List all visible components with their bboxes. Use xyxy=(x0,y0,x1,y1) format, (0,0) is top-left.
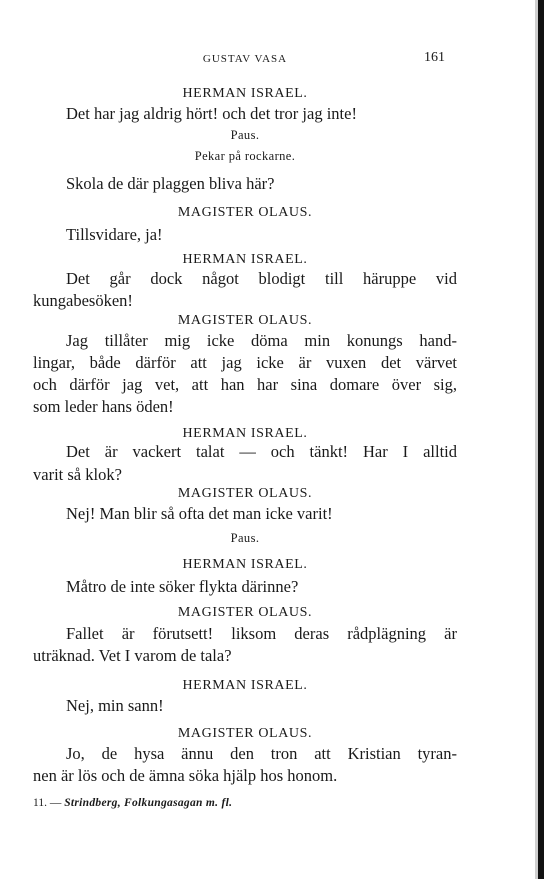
page-number: 161 xyxy=(424,50,445,65)
stage-direction: Paus. xyxy=(230,128,260,142)
speaker-name: MAGISTER OLAUS. xyxy=(177,205,313,220)
dialogue-line: Fallet är förutsett! liksom deras rådplägning är xyxy=(66,624,457,643)
signature-mark: 11. — xyxy=(33,797,62,809)
running-title: GUSTAV VASA xyxy=(202,53,288,65)
speaker-name: HERMAN ISRAEL. xyxy=(182,252,308,267)
dialogue-line: Nej, min sann! xyxy=(66,696,164,715)
dialogue-line: uträknad. Vet I varom de tala? xyxy=(33,646,232,665)
page-edge xyxy=(538,0,544,879)
speaker-name: MAGISTER OLAUS. xyxy=(177,605,313,620)
dialogue-line: Jag tillåter mig icke döma min konungs hand- xyxy=(66,331,457,350)
stage-direction: Paus. xyxy=(230,531,260,545)
dialogue-line: lingar, både därför att jag icke är vuxen det värvet xyxy=(33,353,457,372)
dialogue-line: Måtro de inte söker flykta därinne? xyxy=(66,577,299,596)
speaker-name: MAGISTER OLAUS. xyxy=(177,313,313,328)
footer xyxy=(33,797,232,809)
speaker-name: HERMAN ISRAEL. xyxy=(182,678,308,693)
dialogue-line: Det är vackert talat — och tänkt! Har I alltid xyxy=(66,442,457,461)
dialogue-line: varit så klok? xyxy=(33,465,122,484)
dialogue-line: Det har jag aldrig hört! och det tror jag inte! xyxy=(66,104,357,123)
dialogue-line: Skola de där plaggen bliva här? xyxy=(66,174,275,193)
source-citation: Strindberg, Folkungasagan m. fl. xyxy=(64,797,233,809)
dialogue-line: Jo, de hysa ännu den tron att Kristian tyran- xyxy=(66,744,457,763)
dialogue-line: som leder hans öden! xyxy=(33,397,174,416)
dialogue-line: Det går dock något blodigt till häruppe vid xyxy=(66,269,457,288)
speaker-name: HERMAN ISRAEL. xyxy=(182,86,308,101)
dialogue-line: och därför jag vet, att han har sina domare över sig, xyxy=(33,375,457,394)
speaker-name: MAGISTER OLAUS. xyxy=(177,726,313,741)
speaker-name: HERMAN ISRAEL. xyxy=(182,426,308,441)
dialogue-line: kungabesöken! xyxy=(33,291,133,310)
dialogue-line: Nej! Man blir så ofta det man icke varit! xyxy=(66,504,333,523)
speaker-name: HERMAN ISRAEL. xyxy=(182,557,308,572)
speaker-name: MAGISTER OLAUS. xyxy=(177,486,313,501)
stage-direction: Pekar på rockarne. xyxy=(194,149,296,163)
dialogue-line: Tillsvidare, ja! xyxy=(66,225,163,244)
dialogue-line: nen är lös och de ämna söka hjälp hos honom. xyxy=(33,766,338,785)
